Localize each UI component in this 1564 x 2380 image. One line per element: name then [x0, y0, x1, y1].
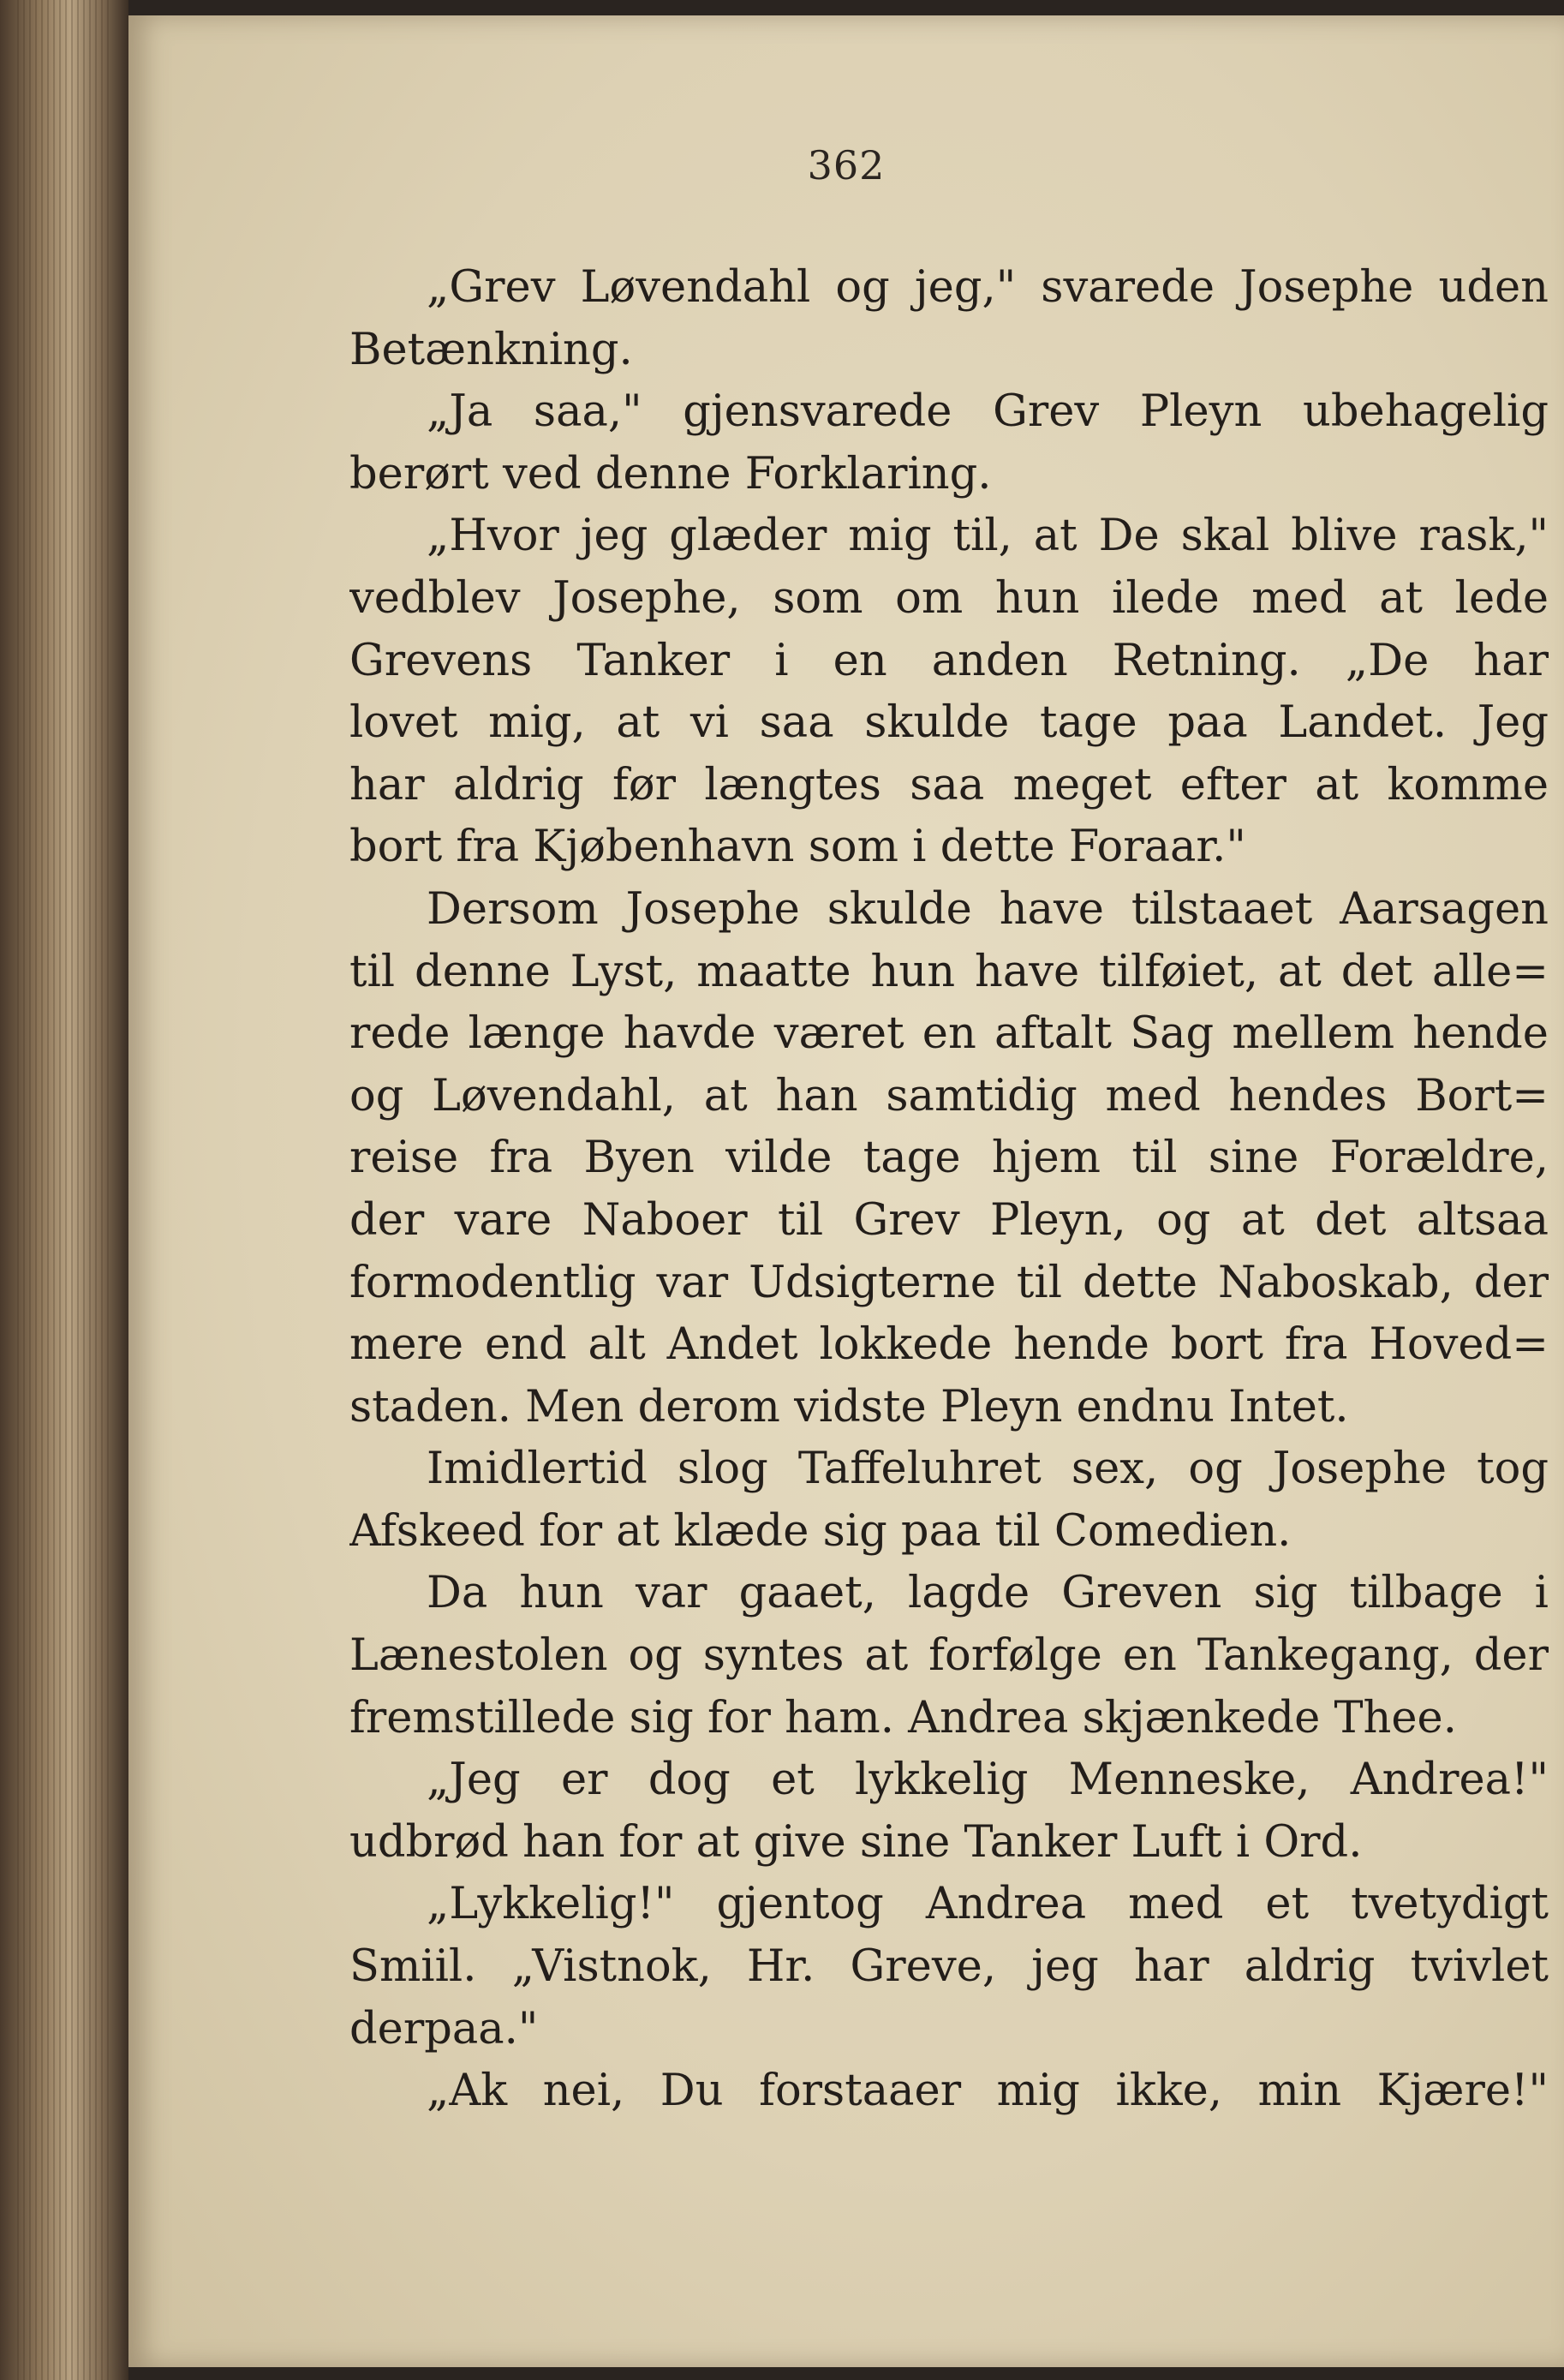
text-line: Smiil. „Vistnok, Hr. Greve, jeg har aldrig tvivlet [349, 1941, 1549, 1993]
text-line: der vare Naboer til Grev Pleyn, og at det altsaa [349, 1194, 1549, 1246]
text-line: Imidlertid slog Taffeluhret sex, og Josephe tog [427, 1444, 1549, 1495]
text-line: vedblev Josephe, som om hun ilede med at lede [349, 572, 1549, 624]
text-line: Grevens Tanker i en anden Retning. „De har [349, 635, 1549, 686]
text-line: „Ak nei, Du forstaaer mig ikke, min Kjære!" [427, 2066, 1549, 2117]
text-line: Lænestolen og syntes at forfølge en Tankegang, der [349, 1630, 1549, 1682]
text-line: Betænkning. [349, 324, 633, 375]
book-page-edges [0, 0, 128, 2380]
page-edge-texture [17, 0, 111, 2380]
text-line: fremstillede sig for ham. Andrea skjænkede Thee. [349, 1692, 1457, 1743]
text-line: reise fra Byen vilde tage hjem til sine Forældre, [349, 1133, 1549, 1184]
text-line: „Lykkelig!" gjentog Andrea med et tvetydigt [427, 1879, 1549, 1930]
text-line: derpaa." [349, 2003, 539, 2054]
page-number: 362 [807, 142, 886, 188]
text-line: „Jeg er dog et lykkelig Menneske, Andrea!" [427, 1755, 1549, 1806]
text-line: „Grev Løvendahl og jeg," svarede Josephe uden [427, 262, 1549, 313]
book-page [128, 15, 1564, 2367]
text-line: har aldrig før længtes saa meget efter at komme [349, 759, 1549, 810]
text-line: og Løvendahl, at han samtidig med hendes Bort= [349, 1070, 1549, 1121]
body-text [349, 257, 1549, 2123]
text-line: Afskeed for at klæde sig paa til Comedien. [349, 1505, 1292, 1557]
text-line: „Ja saa," gjensvarede Grev Pleyn ubehagelig [427, 386, 1549, 438]
text-line: Dersom Josephe skulde have tilstaaet Aarsagen [427, 883, 1549, 935]
text-line: berørt ved denne Forklaring. [349, 448, 992, 499]
text-line: bort fra Kjøbenhavn som i dette Foraar." [349, 822, 1246, 873]
text-line: „Hvor jeg glæder mig til, at De skal blive rask," [427, 511, 1549, 562]
text-line: lovet mig, at vi saa skulde tage paa Landet. Jeg [349, 697, 1549, 749]
text-line: udbrød han for at give sine Tanker Luft i Ord. [349, 1816, 1363, 1868]
text-line: formodentlig var Udsigterne til dette Naboskab, der [349, 1257, 1549, 1308]
text-line: mere end alt Andet lokkede hende bort fra Hoved= [349, 1319, 1549, 1371]
text-line: til denne Lyst, maatte hun have tilføiet, at det alle= [349, 946, 1549, 997]
text-line: Da hun var gaaet, lagde Greven sig tilbage i [427, 1568, 1549, 1619]
text-line: staden. Men derom vidste Pleyn endnu Intet. [349, 1381, 1349, 1432]
text-line: rede længe havde været en aftalt Sag mellem hende [349, 1008, 1549, 1060]
